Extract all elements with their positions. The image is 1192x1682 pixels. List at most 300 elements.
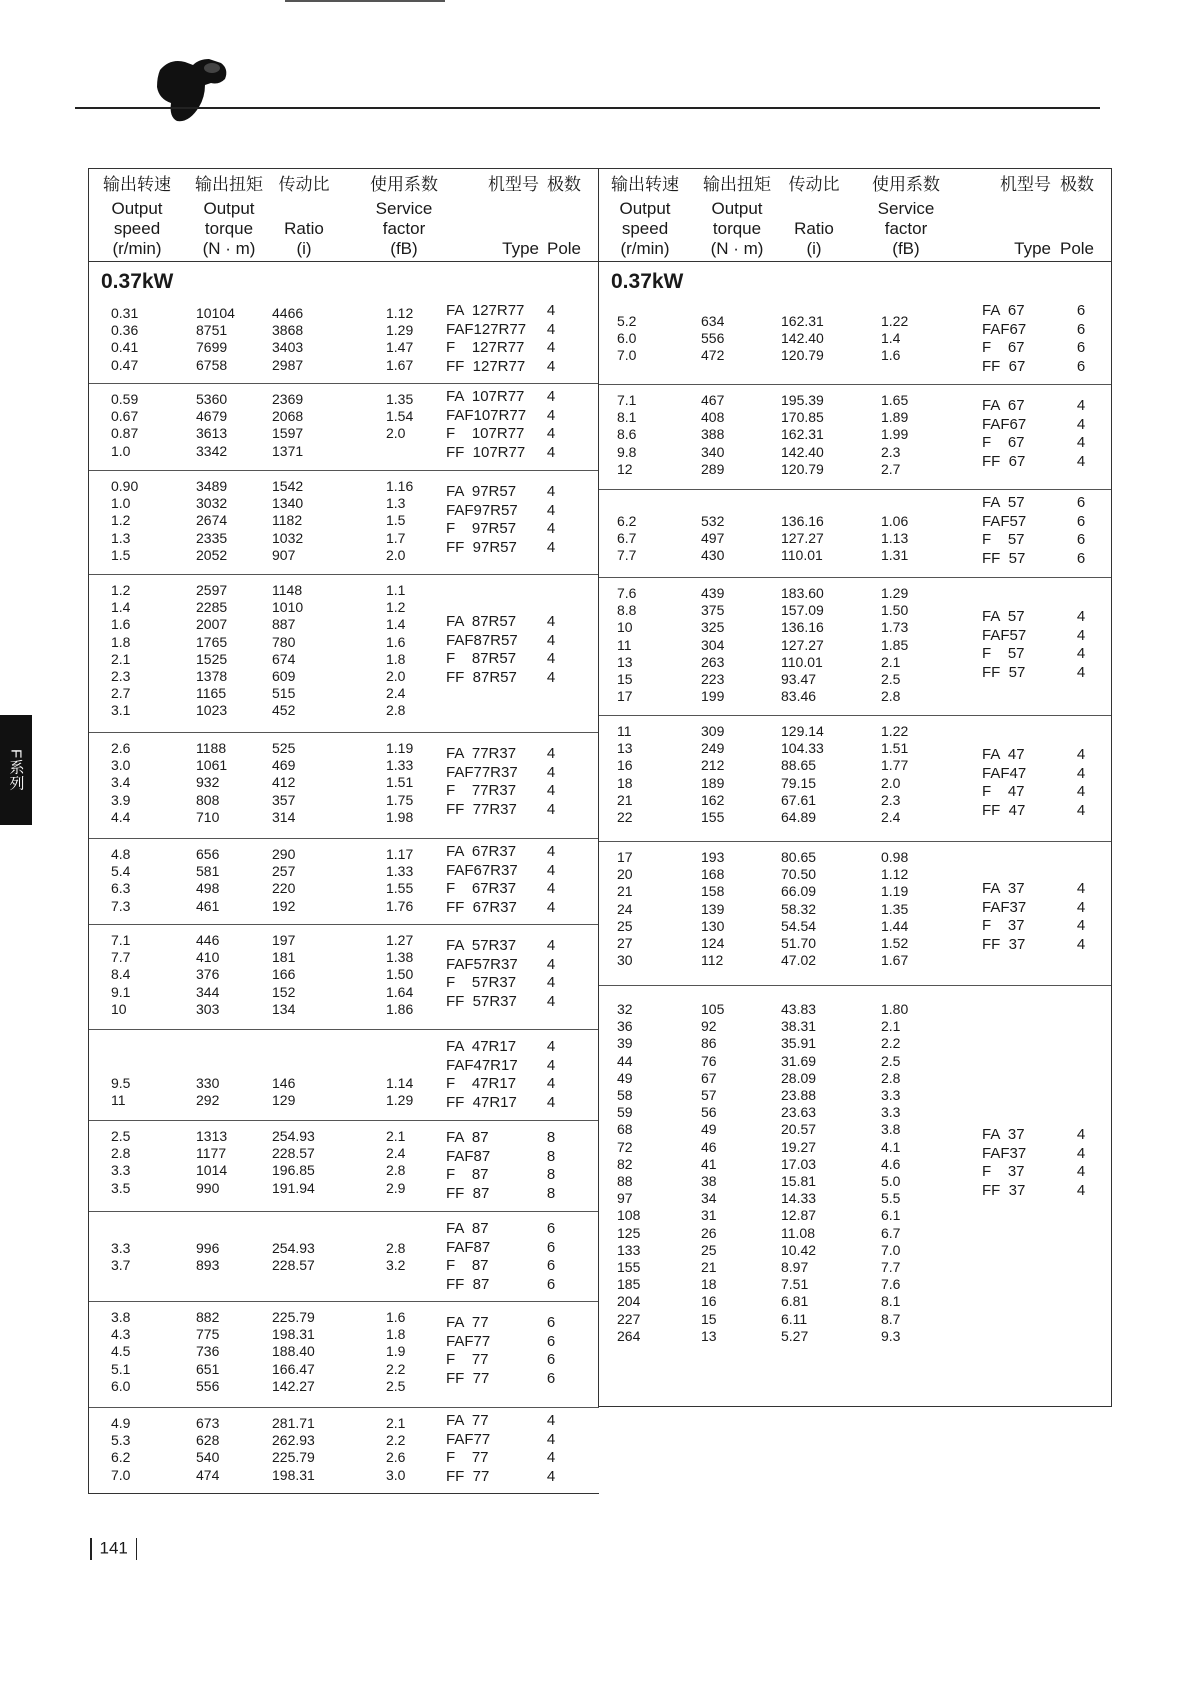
- speed-cell: 68: [617, 1121, 633, 1138]
- speed-cell: 27: [617, 935, 633, 951]
- speed-cell: 3.1: [111, 702, 131, 719]
- ratio-cell: 1340: [272, 495, 304, 512]
- ratio-cell: 2068: [272, 408, 304, 425]
- speed-cell: 7.7: [617, 547, 637, 564]
- ratio-cell: 357: [272, 791, 296, 808]
- type-cell: FA 57: [982, 494, 1025, 511]
- speed-cell: 32: [617, 1001, 633, 1017]
- type-cell: FF 67: [982, 452, 1026, 470]
- pole-cell: 4: [546, 1038, 556, 1055]
- ratio-cell: 192: [272, 897, 296, 914]
- torque-cell: 1313: [196, 1128, 228, 1144]
- type-cell: F 57: [982, 645, 1025, 662]
- power-label: 0.37kW: [101, 270, 174, 293]
- service-factor-cell: 3.8: [881, 1121, 901, 1138]
- ratio-cell: 166: [272, 966, 296, 983]
- speed-cell: 3.0: [111, 757, 131, 774]
- service-factor-cell: 1.65: [881, 392, 909, 408]
- pole-column: [541, 843, 561, 917]
- speed-cell: 7.1: [111, 932, 131, 948]
- speed-cell: 1.2: [111, 512, 131, 529]
- speed-cell: 227: [617, 1310, 641, 1327]
- left-table: [88, 168, 599, 1494]
- speed-cell: 72: [617, 1138, 633, 1155]
- speed-cell: 2.3: [111, 668, 131, 684]
- torque-cell: 162: [701, 791, 725, 808]
- service-factor-cell: 2.5: [386, 1377, 406, 1394]
- service-factor-cell: 1.64: [386, 983, 414, 1000]
- rating-group: [89, 839, 599, 925]
- type-cell: FAF47: [982, 764, 1027, 782]
- speed-cell: 0.47: [111, 356, 139, 373]
- type-column: [982, 880, 1026, 954]
- torque-cell: 344: [196, 983, 220, 1000]
- torque-cell: 430: [701, 547, 725, 564]
- torque-cell: 556: [701, 330, 725, 347]
- type-cell: FF 37: [982, 935, 1026, 953]
- service-factor-cell: 3.3: [881, 1087, 901, 1103]
- pole-cell: 4: [546, 782, 556, 799]
- header-en: [779, 199, 849, 219]
- torque-cell: 15: [701, 1310, 717, 1327]
- speed-cell: 7.0: [617, 347, 637, 364]
- header-cn: 输出转速: [103, 175, 171, 194]
- pole-column: [541, 483, 561, 557]
- type-cell: FA 57R37: [446, 937, 517, 954]
- torque-cell: 139: [701, 900, 725, 917]
- service-factor-cell: 1.76: [386, 897, 414, 914]
- type-cell: F 47: [982, 783, 1025, 800]
- service-factor-cell: 1.52: [881, 935, 909, 951]
- ratio-cell: 93.47: [781, 671, 817, 687]
- header-cell: [189, 173, 269, 259]
- header-cell: [697, 173, 777, 259]
- header-cn: 输出扭矩: [195, 175, 263, 194]
- torque-cell: 775: [196, 1326, 220, 1343]
- type-cell: FF 77: [446, 1369, 490, 1387]
- ratio-cell: 83.46: [781, 688, 817, 705]
- header-en: Pole: [1059, 239, 1095, 258]
- torque-cell: 710: [196, 808, 220, 825]
- header-cell: [861, 173, 951, 259]
- ratio-cell: 66.09: [781, 883, 817, 900]
- pole-cell: 4: [546, 425, 556, 442]
- pole-cell: 6: [546, 1220, 556, 1237]
- speed-cell: 1.2: [111, 582, 131, 598]
- type-cell: FA 87R57: [446, 613, 517, 630]
- speed-cell: 185: [617, 1276, 641, 1293]
- pole-cell: 4: [1076, 1126, 1086, 1143]
- speed-cell: 8.8: [617, 602, 637, 619]
- table-header: [89, 169, 599, 262]
- service-factor-cell: 1.6: [386, 1309, 406, 1325]
- type-cell: F 87: [446, 1166, 489, 1183]
- type-column: [446, 613, 518, 687]
- torque-cell: 736: [196, 1343, 220, 1360]
- header-cn: 极数: [1060, 175, 1094, 194]
- type-cell: FA 77: [446, 1314, 489, 1331]
- speed-cell: 1.5: [111, 546, 131, 563]
- torque-cell: 130: [701, 917, 725, 934]
- type-cell: FAF57: [982, 512, 1027, 530]
- torque-cell: 325: [701, 619, 725, 636]
- ratio-cell: 191.94: [272, 1179, 315, 1196]
- torque-cell: 932: [196, 774, 220, 791]
- type-cell: F 97R57: [446, 520, 517, 537]
- speed-cell: 5.3: [111, 1432, 131, 1449]
- service-factor-cell: 1.89: [881, 409, 909, 426]
- header-cn: 机型号: [488, 175, 539, 194]
- type-column: [982, 397, 1026, 471]
- service-factor-cell: 2.4: [881, 809, 901, 825]
- type-cell: FA 57: [982, 608, 1025, 625]
- header-cn: 输出扭矩: [703, 175, 771, 194]
- torque-cell: 497: [701, 530, 725, 547]
- torque-cell: 467: [701, 392, 725, 408]
- type-cell: FA 87: [446, 1220, 489, 1237]
- torque-cell: 1188: [196, 740, 227, 756]
- service-factor-cell: 2.5: [881, 1052, 901, 1069]
- torque-cell: 2285: [196, 599, 228, 616]
- service-factor-cell: 4.1: [881, 1138, 901, 1155]
- pole-cell: 4: [546, 320, 556, 338]
- ratio-cell: 181: [272, 949, 296, 966]
- ratio-cell: 17.03: [781, 1155, 817, 1172]
- pole-cell: 4: [546, 357, 556, 375]
- ratio-cell: 6.81: [781, 1293, 809, 1310]
- type-cell: FAF97R57: [446, 501, 518, 519]
- pole-cell: 4: [1076, 1181, 1086, 1199]
- ratio-cell: 129: [272, 1092, 296, 1109]
- pole-cell: 6: [1076, 494, 1086, 511]
- service-factor-cell: 1.17: [386, 846, 414, 862]
- type-cell: FF 77R37: [446, 800, 517, 818]
- ratio-cell: 142.40: [781, 330, 824, 347]
- pole-cell: 4: [546, 843, 556, 860]
- pole-cell: 4: [1076, 434, 1086, 451]
- torque-cell: 155: [701, 809, 725, 825]
- service-factor-cell: 2.1: [881, 1018, 901, 1035]
- speed-cell: 9.8: [617, 443, 637, 460]
- speed-cell: 4.8: [111, 846, 131, 862]
- type-cell: F 87R57: [446, 650, 517, 667]
- service-factor-cell: 1.22: [881, 313, 909, 329]
- service-factor-cell: 1.38: [386, 949, 414, 966]
- speed-cell: 6.3: [111, 880, 131, 897]
- type-cell: FAF77: [446, 1430, 491, 1448]
- speed-cell: 0.59: [111, 391, 139, 407]
- torque-cell: 34: [701, 1190, 717, 1207]
- type-cell: FAF37: [982, 1144, 1027, 1162]
- service-factor-cell: 1.6: [386, 633, 406, 650]
- pole-cell: 4: [1076, 626, 1086, 644]
- speed-cell: 6.7: [617, 530, 637, 547]
- header-en: (N · m): [202, 239, 256, 258]
- type-cell: FA 67: [982, 397, 1025, 414]
- speed-cell: 7.0: [111, 1466, 131, 1483]
- pole-column: [1071, 746, 1091, 820]
- ratio-cell: 525: [272, 740, 296, 756]
- pole-cell: 4: [546, 1449, 556, 1466]
- ratio-cell: 162.31: [781, 313, 824, 329]
- pole-cell: 4: [546, 631, 556, 649]
- ratio-cell: 14.33: [781, 1190, 817, 1207]
- speed-cell: 5.1: [111, 1360, 131, 1377]
- speed-cell: 0.31: [111, 305, 139, 321]
- torque-cell: 57: [701, 1087, 717, 1103]
- speed-cell: 155: [617, 1259, 641, 1275]
- torque-cell: 303: [196, 1000, 220, 1017]
- torque-cell: 990: [196, 1179, 220, 1196]
- rating-group: [599, 490, 1111, 578]
- header-en: (i): [806, 239, 822, 258]
- speed-cell: 18: [617, 774, 633, 791]
- pole-cell: 6: [1076, 302, 1086, 319]
- pole-cell: 4: [1076, 608, 1086, 625]
- speed-cell: 3.9: [111, 791, 131, 808]
- header-en: (fB): [390, 239, 418, 258]
- type-cell: FA 47R17: [446, 1038, 517, 1055]
- service-factor-cell: 2.8: [881, 688, 901, 705]
- speed-cell: 11: [617, 636, 632, 653]
- speed-cell: 22: [617, 809, 633, 825]
- service-factor-cell: 1.55: [386, 880, 414, 897]
- type-column: [446, 1220, 490, 1294]
- service-factor-cell: 1.2: [386, 599, 406, 616]
- ratio-cell: 136.16: [781, 513, 824, 529]
- torque-cell: 2007: [196, 616, 228, 633]
- ratio-cell: 452: [272, 702, 296, 719]
- type-cell: FF 87: [446, 1275, 490, 1293]
- speed-cell: 12: [617, 460, 633, 477]
- pole-column: [541, 1220, 561, 1294]
- ratio-cell: 5.27: [781, 1327, 809, 1344]
- service-factor-cell: 2.5: [881, 671, 901, 687]
- torque-cell: 1023: [196, 702, 228, 719]
- ratio-cell: 228.57: [272, 1145, 315, 1162]
- torque-cell: 8751: [196, 322, 228, 339]
- service-factor-cell: 1.35: [881, 900, 909, 917]
- service-factor-cell: 2.7: [881, 460, 901, 477]
- service-factor-cell: 1.51: [386, 774, 414, 791]
- ratio-cell: 281.71: [272, 1415, 315, 1431]
- ratio-cell: 3403: [272, 339, 304, 356]
- pole-cell: 8: [546, 1147, 556, 1165]
- type-column: [446, 1038, 518, 1112]
- torque-cell: 31: [701, 1207, 717, 1224]
- type-column: [446, 388, 526, 462]
- torque-cell: 189: [701, 774, 725, 791]
- ratio-cell: 142.27: [272, 1377, 315, 1394]
- ratio-cell: 1182: [272, 512, 303, 529]
- pole-cell: 4: [546, 302, 556, 319]
- service-factor-cell: 1.35: [386, 391, 414, 407]
- ratio-cell: 127.27: [781, 530, 824, 547]
- torque-cell: 330: [196, 1075, 220, 1092]
- type-cell: FF 87R57: [446, 668, 517, 686]
- service-factor-cell: 1.7: [386, 529, 406, 546]
- torque-cell: 309: [701, 723, 725, 739]
- torque-cell: 882: [196, 1309, 220, 1325]
- type-cell: FAF67: [982, 320, 1027, 338]
- type-cell: FF 67R37: [446, 898, 517, 916]
- type-cell: FA 87: [446, 1129, 489, 1146]
- speed-cell: 17: [617, 849, 633, 865]
- service-factor-cell: 1.80: [881, 1001, 909, 1017]
- ratio-cell: 1148: [272, 582, 303, 598]
- header-en: Output: [619, 199, 671, 218]
- service-factor-cell: 7.7: [881, 1259, 901, 1275]
- service-factor-cell: 2.8: [386, 1240, 406, 1256]
- ratio-cell: 80.65: [781, 849, 817, 865]
- speed-cell: 8.1: [617, 409, 637, 426]
- ratio-cell: 2987: [272, 356, 304, 373]
- type-cell: FAF47R17: [446, 1056, 518, 1074]
- pole-cell: 8: [546, 1129, 556, 1146]
- torque-cell: 67: [701, 1069, 717, 1086]
- torque-cell: 1177: [196, 1145, 227, 1162]
- speed-cell: 2.1: [111, 650, 131, 667]
- pole-cell: 4: [546, 339, 556, 356]
- pole-cell: 4: [1076, 452, 1086, 470]
- ratio-cell: 12.87: [781, 1207, 817, 1224]
- header-en: (fB): [892, 239, 920, 258]
- service-factor-cell: 1.98: [386, 808, 414, 825]
- type-cell: FAF87: [446, 1238, 491, 1256]
- rating-group: [599, 298, 1111, 385]
- type-cell: FF 67: [982, 357, 1026, 375]
- rating-group: [89, 1121, 599, 1212]
- service-factor-cell: 2.2: [386, 1432, 406, 1449]
- pole-cell: 4: [546, 1412, 556, 1429]
- type-column: [982, 494, 1026, 568]
- pole-cell: 4: [1076, 415, 1086, 433]
- torque-cell: 26: [701, 1224, 717, 1241]
- type-cell: FA 107R77: [446, 388, 525, 405]
- type-cell: FAF57R37: [446, 955, 518, 973]
- pole-cell: 6: [1076, 531, 1086, 548]
- pole-cell: 4: [546, 992, 556, 1010]
- speed-cell: 2.5: [111, 1128, 131, 1144]
- ratio-cell: 54.54: [781, 917, 817, 934]
- header-en: torque: [712, 219, 762, 238]
- speed-cell: 10: [111, 1000, 127, 1017]
- pole-column: [1071, 397, 1091, 471]
- type-column: [982, 1126, 1026, 1200]
- speed-cell: 1.0: [111, 495, 131, 512]
- header-cell: [779, 173, 849, 259]
- service-factor-cell: 1.50: [386, 966, 414, 983]
- pole-cell: 4: [546, 974, 556, 991]
- header-cell: [539, 173, 589, 259]
- torque-cell: 212: [701, 757, 725, 774]
- pole-cell: 6: [1076, 339, 1086, 356]
- series-tab: F系列: [0, 715, 32, 825]
- torque-cell: 10104: [196, 305, 235, 321]
- header-en: [961, 219, 1051, 239]
- service-factor-cell: 2.2: [881, 1035, 901, 1052]
- torque-cell: 651: [196, 1360, 220, 1377]
- ratio-cell: 104.33: [781, 740, 824, 757]
- pole-cell: 4: [546, 763, 556, 781]
- type-cell: F 47R17: [446, 1075, 517, 1092]
- ratio-cell: 228.57: [272, 1257, 315, 1274]
- pole-cell: 4: [546, 955, 556, 973]
- header-en: torque: [204, 219, 254, 238]
- right-table: [598, 168, 1112, 1407]
- header-en: [961, 199, 1051, 219]
- header-cn: 传动比: [278, 175, 330, 194]
- type-cell: FA 77: [446, 1412, 489, 1429]
- type-cell: FA 67R37: [446, 843, 517, 860]
- service-factor-cell: 1.19: [386, 740, 414, 756]
- ratio-cell: 23.63: [781, 1104, 817, 1121]
- service-factor-cell: 1.16: [386, 478, 414, 494]
- header-en: speed: [621, 219, 669, 238]
- ratio-cell: 4466: [272, 305, 304, 321]
- torque-cell: 223: [701, 671, 725, 687]
- torque-cell: 112: [701, 952, 724, 969]
- pole-cell: 4: [546, 1467, 556, 1485]
- speed-cell: 0.67: [111, 408, 139, 425]
- pole-cell: 4: [546, 880, 556, 897]
- torque-cell: 2597: [196, 582, 228, 598]
- speed-cell: 2.6: [111, 740, 131, 756]
- ratio-cell: 262.93: [272, 1432, 315, 1449]
- service-factor-cell: 2.0: [881, 774, 901, 791]
- ratio-cell: 196.85: [272, 1162, 315, 1179]
- type-column: [446, 1412, 490, 1486]
- ratio-cell: [272, 1057, 276, 1075]
- torque-cell: 1765: [196, 633, 228, 650]
- header-cn: 极数: [547, 175, 581, 194]
- speed-cell: 30: [617, 952, 633, 969]
- service-factor-cell: 1.67: [881, 952, 909, 969]
- torque-cell: 540: [196, 1449, 220, 1466]
- pole-column: [541, 1314, 561, 1388]
- header-en: [449, 199, 539, 219]
- ratio-cell: 188.40: [272, 1343, 315, 1360]
- type-cell: FF 57: [982, 549, 1026, 567]
- torque-cell: 996: [196, 1240, 220, 1256]
- service-factor-cell: 2.8: [386, 1162, 406, 1179]
- speed-cell: 59: [617, 1104, 633, 1121]
- service-factor-cell: 1.9: [386, 1343, 406, 1360]
- speed-cell: 17: [617, 688, 633, 705]
- pole-cell: 4: [546, 483, 556, 500]
- torque-cell: 263: [701, 653, 725, 670]
- speed-cell: 2.8: [111, 1145, 131, 1162]
- service-factor-cell: 1.6: [881, 347, 901, 364]
- type-cell: FF 107R77: [446, 443, 526, 461]
- service-factor-cell: 1.54: [386, 408, 414, 425]
- header-cell: [449, 173, 539, 259]
- type-cell: F 77: [446, 1449, 489, 1466]
- header-en: Output: [111, 199, 163, 218]
- speed-cell: 4.4: [111, 808, 131, 825]
- torque-cell: 1061: [196, 757, 228, 774]
- ratio-cell: 67.61: [781, 791, 817, 808]
- type-cell: FF 127R77: [446, 357, 526, 375]
- speed-cell: 108: [617, 1207, 641, 1224]
- pole-column: [541, 1412, 561, 1486]
- service-factor-cell: 3.3: [881, 1104, 901, 1121]
- pole-cell: 6: [1076, 549, 1086, 567]
- ratio-cell: 129.14: [781, 723, 824, 739]
- pole-cell: 4: [1076, 935, 1086, 953]
- pole-cell: 4: [1076, 746, 1086, 763]
- ratio-cell: 412: [272, 774, 296, 791]
